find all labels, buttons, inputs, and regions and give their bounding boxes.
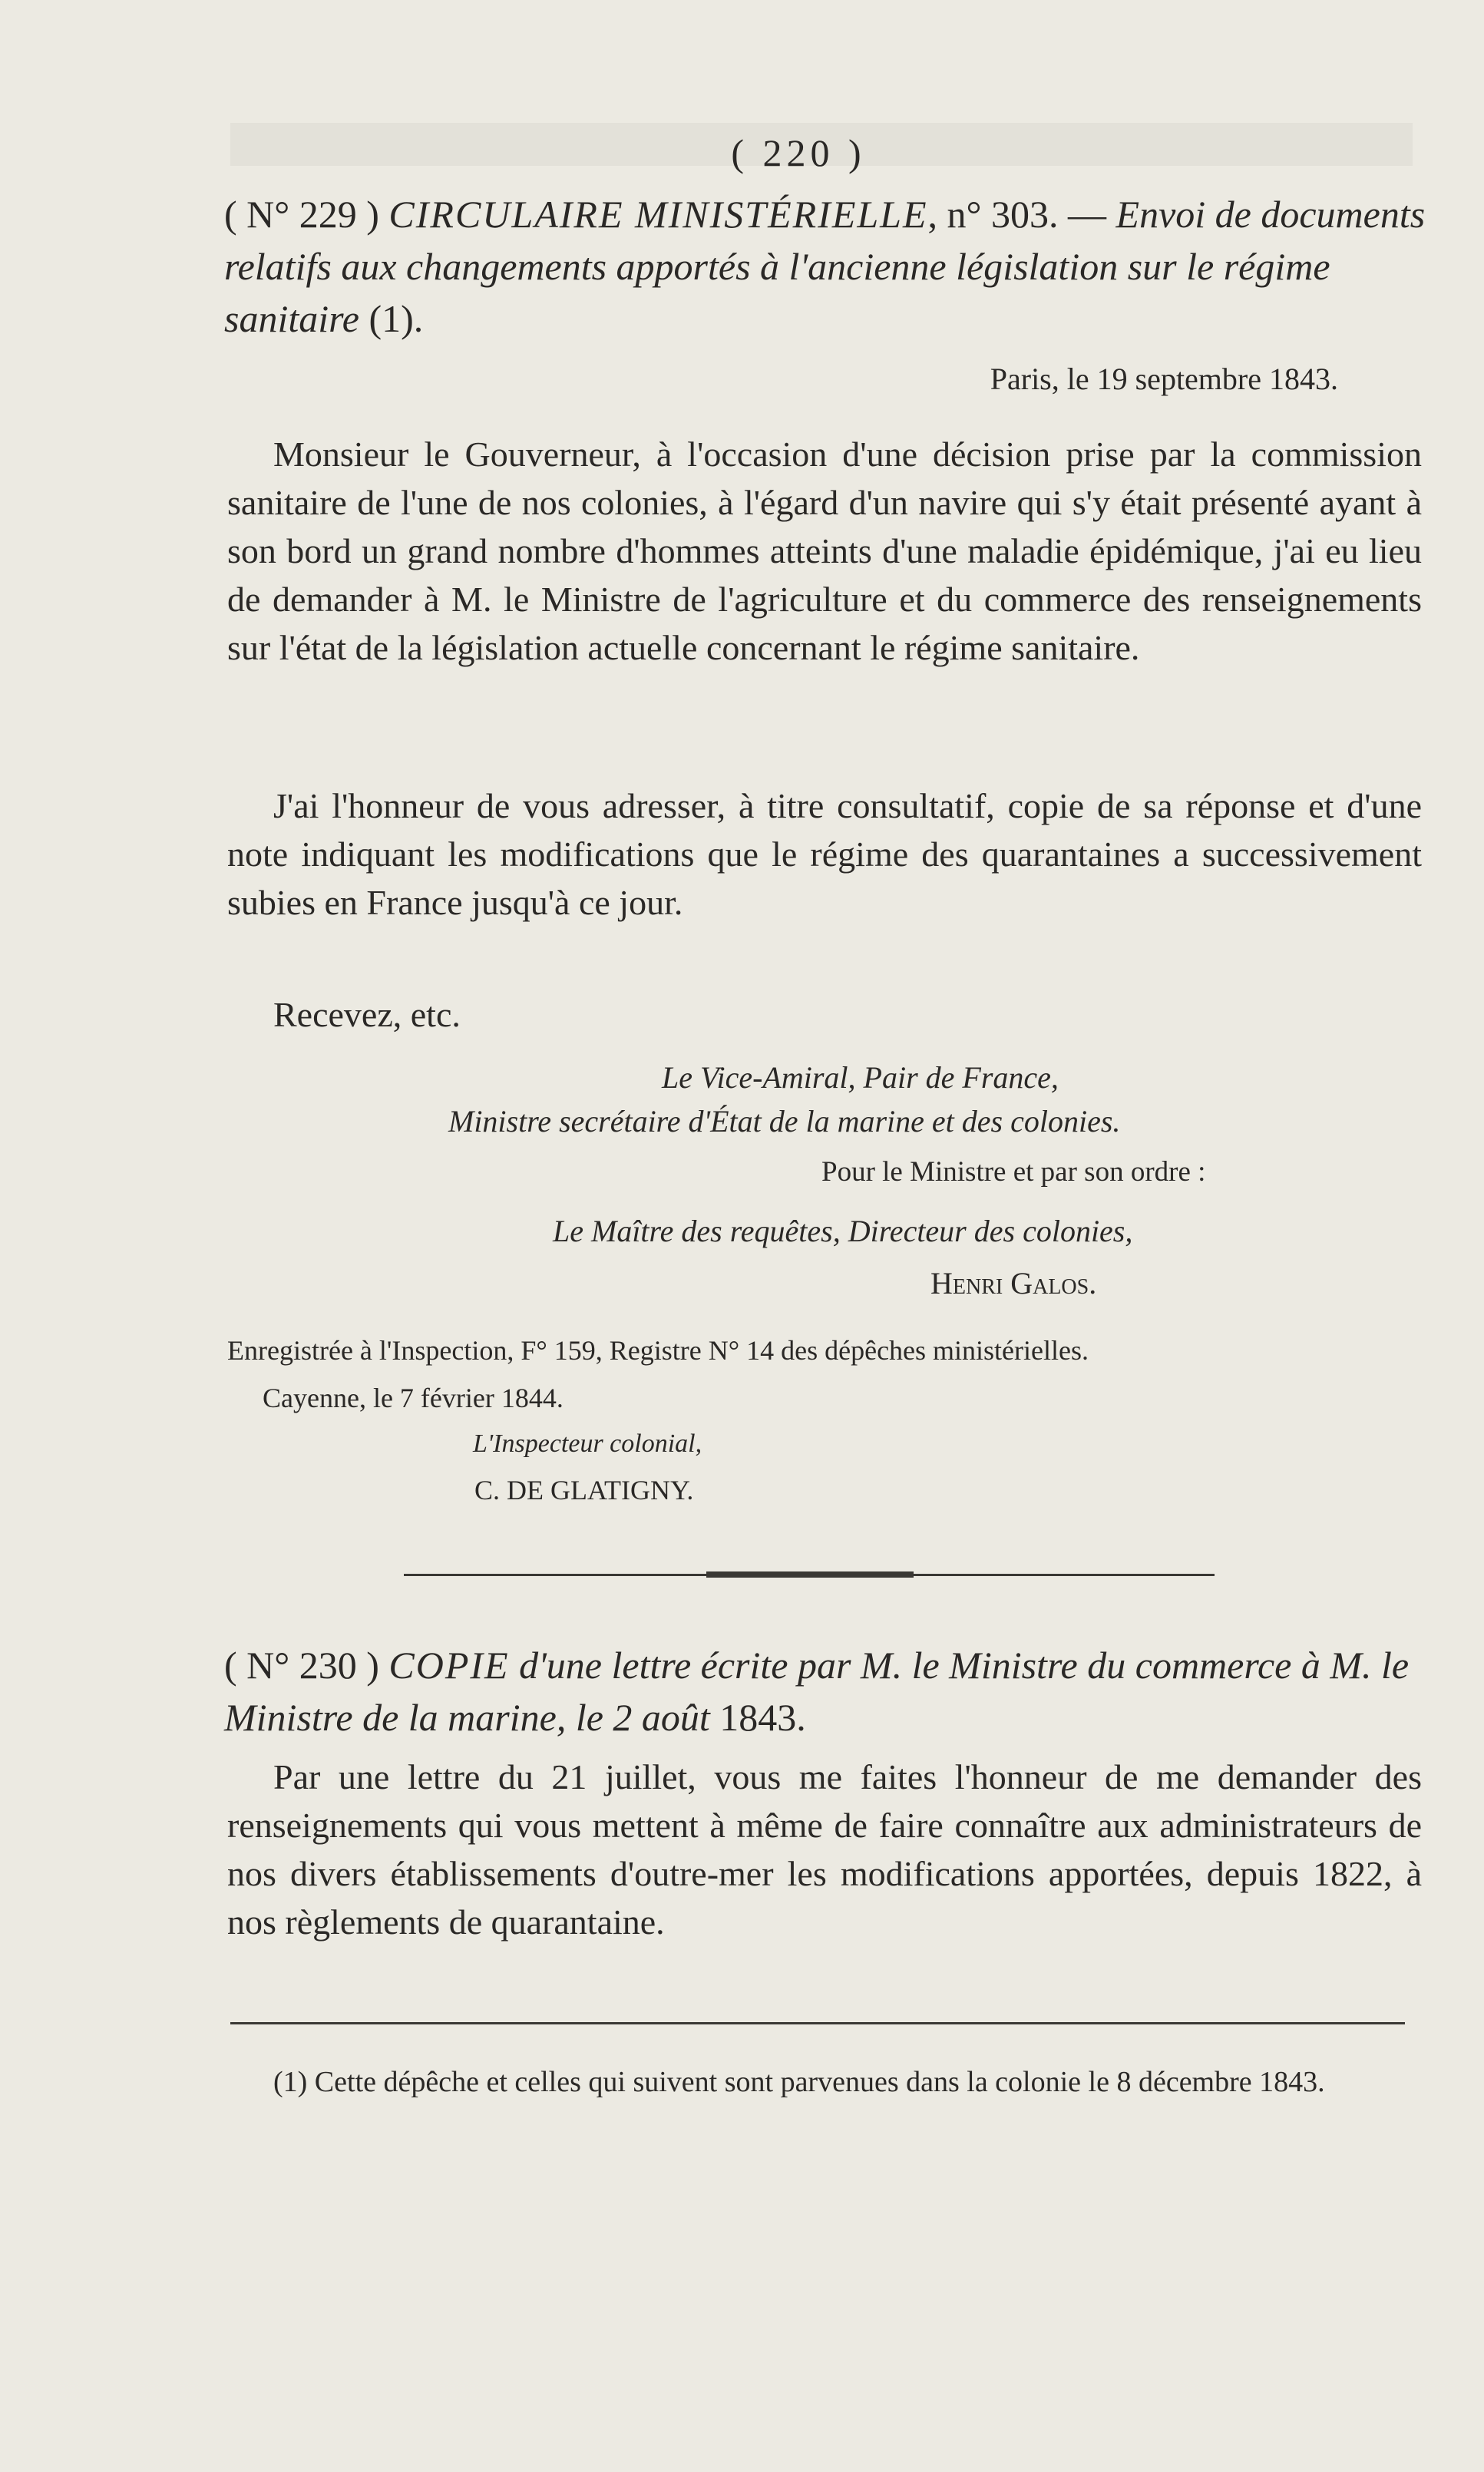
article-230-paragraph-1: Par une lettre du 21 juillet, vous me faites l'honneur de me demander des renseignements qui vous mettent à même de faire connaître aux administrateurs de nos divers établissements d'outre-mer les modifications apportées, depuis 1822, à nos règlements de quarantaine. [227,1757,1422,1942]
article-230-number: ( N° 230 ) [224,1644,379,1687]
article-230-heading [224,1639,1429,1743]
signature-line-2: Ministre secrétaire d'État de la marine et des colonies. [448,1104,1121,1139]
separator-rule-thick [706,1571,914,1578]
inspector-name: C. DE GLATIGNY. [474,1475,694,1505]
footnote-ref: (1). [369,297,424,340]
article-229-heading [224,188,1429,345]
registration-line-1: Enregistrée à l'Inspection, F° 159, Registre N° 14 des dépêches ministérielles. [227,1335,1089,1366]
article-230-title: COPIE [388,1644,510,1687]
footnote: (1) Cette dépêche et celles qui suivent sont parvenues dans la colonie le 8 décembre 1843. [273,2066,1325,2098]
footnote-rule [230,2022,1405,2024]
registration-line-3: L'Inspecteur colonial, [473,1429,702,1458]
article-229-closing: Recevez, etc. [273,995,461,1034]
article-230-year: 1843. [719,1696,806,1739]
signature-line-3: Pour le Ministre et par son ordre : [821,1156,1206,1188]
page-number: ( 220 ) [731,131,866,174]
signature-name: Henri Galos. [930,1266,1097,1300]
article-229-circular-no: , n° 303. — [927,193,1107,236]
registration-line-2: Cayenne, le 7 février 1844. [263,1383,564,1413]
article-229-subject: Envoi de documents relatifs aux changements apportés à l'ancienne législation sur le régime sanitaire [224,193,1426,340]
signature-line-1: Le Vice-Amiral, Pair de France, [662,1060,1059,1095]
article-229-title: CIRCULAIRE MINISTÉRIELLE [388,193,928,236]
signature-line-4: Le Maître des requêtes, Directeur des colonies, [553,1214,1133,1248]
article-229-number: ( N° 229 ) [224,193,379,236]
article-230-subject: d'une lettre écrite par M. le Ministre du commerce à M. le Ministre de la marine, le 2 août [224,1644,1410,1739]
article-229-paragraph-1: Monsieur le Gouverneur, à l'occasion d'une décision prise par la commission sanitaire de l'une de nos colonies, à l'égard d'un navire qui s'y était présenté ayant à son bord un grand nombre d'hommes atteints d'une maladie épidémique, j'ai eu lieu de demander à M. le Ministre de l'agriculture et du commerce des renseignements sur l'état de la législation actuelle concernant le régime sanitaire. [227,435,1422,667]
article-229-paragraph-2: J'ai l'honneur de vous adresser, à titre consultatif, copie de sa réponse et d'une note indiquant les modifications que le régime des quarantaines a successivement subies en France jusqu'à ce jour. [227,786,1422,922]
place-date: Paris, le 19 septembre 1843. [990,362,1338,396]
